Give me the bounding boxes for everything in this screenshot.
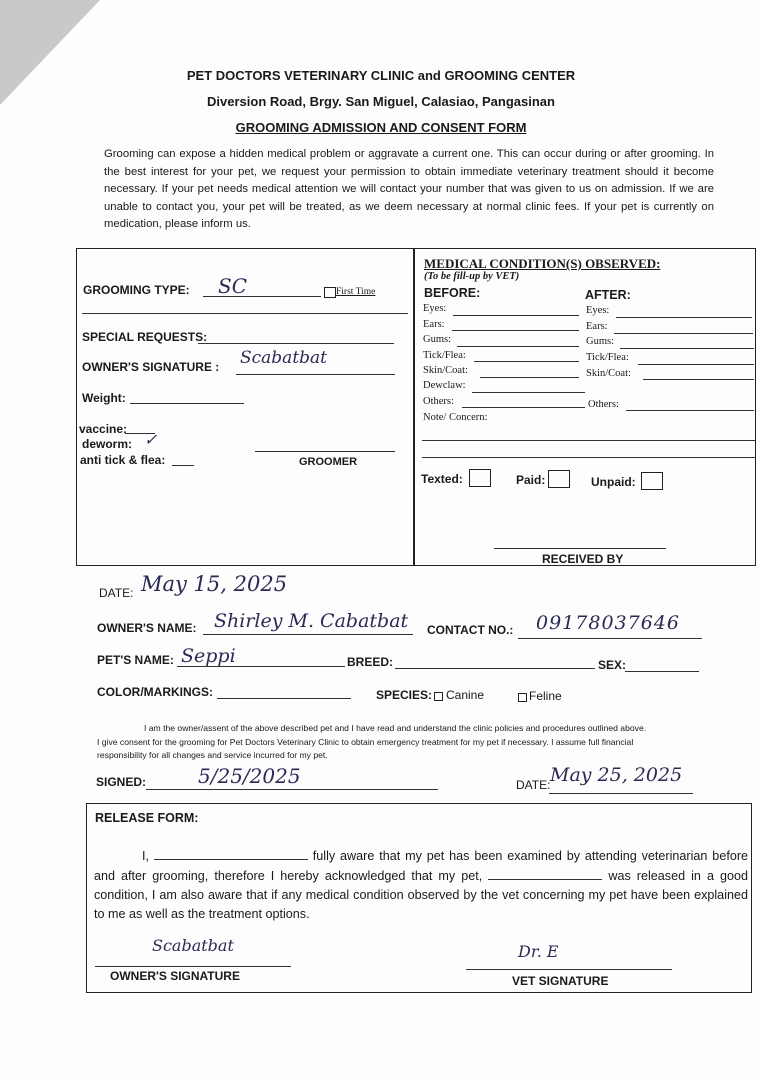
clinic-name: PET DOCTORS VETERINARY CLINIC and GROOMING CENTER (186, 68, 576, 83)
consent-line-1: I am the owner/assent of the above described pet and I have read and understand the clinic policies and procedures outlined above. (144, 723, 647, 733)
intro-paragraph: Grooming can expose a hidden medical problem or aggravate a current one. This can occur during or after grooming. In the best interest for your pet, we request your permission to obtain immediate veterinary treatment should it become necessary. If your pet needs medical attention we will contact your number that was given to us on admission. If we are unable to contact you, your pet will be treated, as we deem necessary at normal clinic fees. If your pet is currently on medication, please inform us. (104, 148, 714, 230)
grooming-type-value[interactable]: SC (218, 274, 248, 298)
folded-corner (0, 0, 100, 105)
deworm-value: ✓ (144, 430, 158, 449)
signed-label: SIGNED: (96, 775, 147, 789)
groomer-label: GROOMER (299, 456, 358, 468)
before-ears-line[interactable] (452, 330, 579, 331)
after-label: AFTER: (585, 288, 631, 302)
pet-name-label: PET'S NAME: (97, 653, 174, 667)
before-others-label: Others: (423, 396, 454, 407)
anti-tick-label: anti tick & flea: (80, 453, 166, 467)
owner-name-value[interactable]: Shirley M. Cabatbat (214, 610, 409, 632)
after-tick-line[interactable] (638, 364, 754, 365)
release-paragraph (94, 846, 748, 924)
release-owner-sig-line (95, 966, 291, 967)
sex-line[interactable] (625, 671, 699, 672)
signed-value[interactable]: 5/25/2025 (198, 764, 301, 788)
before-dewclaw-line[interactable] (472, 392, 585, 393)
release-owner-sig-value: Scabatbat (152, 936, 234, 955)
consent-date-label: DATE: (516, 778, 551, 792)
before-eyes-label: Eyes: (423, 303, 447, 314)
owner-name-label: OWNER'S NAME: (97, 621, 197, 635)
release-text-2: fully aware that my pet has been examined by attending veterinarian before and after grooming, therefore I hereby acknowledged that my pet, (94, 849, 749, 883)
medical-subtitle: (To be fill-up by VET) (424, 271, 520, 282)
after-gums-label: Gums: (586, 336, 615, 347)
texted-label: Texted: (421, 472, 463, 486)
after-others-label: Others: (588, 399, 619, 410)
received-by-line[interactable] (494, 548, 666, 549)
release-owner-sig-label: OWNER'S SIGNATURE (110, 969, 240, 983)
deworm-label: deworm: (82, 437, 133, 451)
special-requests-label: SPECIAL REQUESTS: (82, 330, 208, 344)
first-time-checkbox[interactable] (324, 287, 336, 298)
color-label: COLOR/MARKINGS: (97, 685, 213, 699)
after-skin-line[interactable] (643, 379, 754, 380)
breed-label: BREED: (347, 655, 394, 669)
note-line-1[interactable] (422, 440, 755, 441)
canine-checkbox[interactable] (434, 692, 443, 701)
received-by-label: RECEIVED BY (542, 552, 624, 566)
owner-signature-label: OWNER'S SIGNATURE : (82, 360, 220, 374)
before-gums-line[interactable] (457, 346, 579, 347)
before-ears-label: Ears: (423, 319, 445, 330)
paid-checkbox[interactable] (548, 470, 570, 488)
consent-date-value[interactable]: May 25, 2025 (550, 764, 683, 786)
after-eyes-label: Eyes: (586, 305, 610, 316)
anti-tick-line[interactable] (172, 465, 194, 466)
breed-line[interactable] (395, 668, 595, 669)
before-gums-label: Gums: (423, 334, 452, 345)
release-vet-sig-value: Dr. E (518, 942, 559, 961)
before-tick-label: Tick/Flea: (423, 350, 466, 361)
after-skin-label: Skin/Coat: (586, 368, 631, 379)
clinic-address: Diversion Road, Brgy. San Miguel, Calasiao, Pangasinan (207, 94, 555, 109)
weight-label: Weight: (82, 391, 126, 405)
before-label: BEFORE: (424, 286, 481, 300)
after-ears-line[interactable] (614, 333, 753, 334)
consent-line-3: responsibility for all changes and service incurred for my pet. (97, 750, 328, 760)
release-title: RELEASE FORM: (95, 811, 199, 825)
sex-label: SEX: (598, 658, 627, 672)
groomer-line[interactable] (255, 451, 395, 452)
first-time-label: First Time (336, 287, 376, 297)
consent-date-line (549, 793, 693, 794)
after-tick-label: Tick/Flea: (586, 352, 629, 363)
contact-label: CONTACT NO.: (427, 623, 514, 637)
after-eyes-line[interactable] (616, 317, 752, 318)
release-owner-blank[interactable] (154, 846, 308, 860)
before-skin-label: Skin/Coat: (423, 365, 468, 376)
paid-label: Paid: (516, 473, 546, 487)
after-ears-label: Ears: (586, 321, 608, 332)
unpaid-label: Unpaid: (591, 475, 636, 489)
color-line[interactable] (217, 698, 351, 699)
texted-checkbox[interactable] (469, 469, 491, 487)
after-gums-line[interactable] (620, 348, 754, 349)
before-others-line[interactable] (462, 407, 585, 408)
note-line-2[interactable] (422, 457, 755, 458)
feline-label: Feline (529, 689, 562, 703)
release-text-3: was released in a good condition, I am also aware that if any medical condition observed by the vet concerning my pet have been explained to me as well as the treatment options. (94, 869, 749, 921)
contact-line (518, 638, 702, 639)
pet-name-value[interactable]: Seppi (181, 645, 236, 667)
grooming-type-line-2 (82, 313, 408, 314)
before-eyes-line[interactable] (453, 315, 579, 316)
before-tick-line[interactable] (474, 361, 579, 362)
note-label: Note/ Concern: (423, 412, 488, 423)
contact-value[interactable]: 09178037646 (536, 612, 680, 634)
signed-line (146, 789, 438, 790)
vaccine-label: vaccine: (79, 422, 128, 436)
box-divider (413, 248, 415, 566)
owner-signature-line (236, 374, 395, 375)
species-label: SPECIES: (376, 688, 433, 702)
canine-label: Canine (446, 688, 485, 702)
medical-title: MEDICAL CONDITION(S) OBSERVED: (424, 256, 661, 271)
consent-line-2: I give consent for the grooming for Pet Doctors Veterinary Clinic to obtain emergency treatment for my pet if necessary. I assume full financial (97, 737, 634, 747)
unpaid-checkbox[interactable] (641, 472, 663, 490)
grooming-type-label: GROOMING TYPE: (83, 283, 190, 297)
before-dewclaw-label: Dewclaw: (423, 380, 466, 391)
date-value[interactable]: May 15, 2025 (141, 572, 288, 596)
weight-line[interactable] (130, 403, 244, 404)
special-requests-line[interactable] (198, 343, 394, 344)
before-skin-line[interactable] (480, 377, 579, 378)
release-vet-sig-label: VET SIGNATURE (512, 974, 609, 988)
owner-name-line (203, 634, 413, 635)
after-others-line[interactable] (626, 410, 754, 411)
release-text-1: I, (142, 849, 149, 863)
feline-checkbox[interactable] (518, 693, 527, 702)
release-vet-sig-line (466, 969, 672, 970)
owner-signature-value: Scabatbat (240, 348, 328, 368)
form-title: GROOMING ADMISSION AND CONSENT FORM (235, 120, 527, 135)
date-label: DATE: (99, 586, 134, 600)
release-pet-blank[interactable] (488, 866, 602, 880)
